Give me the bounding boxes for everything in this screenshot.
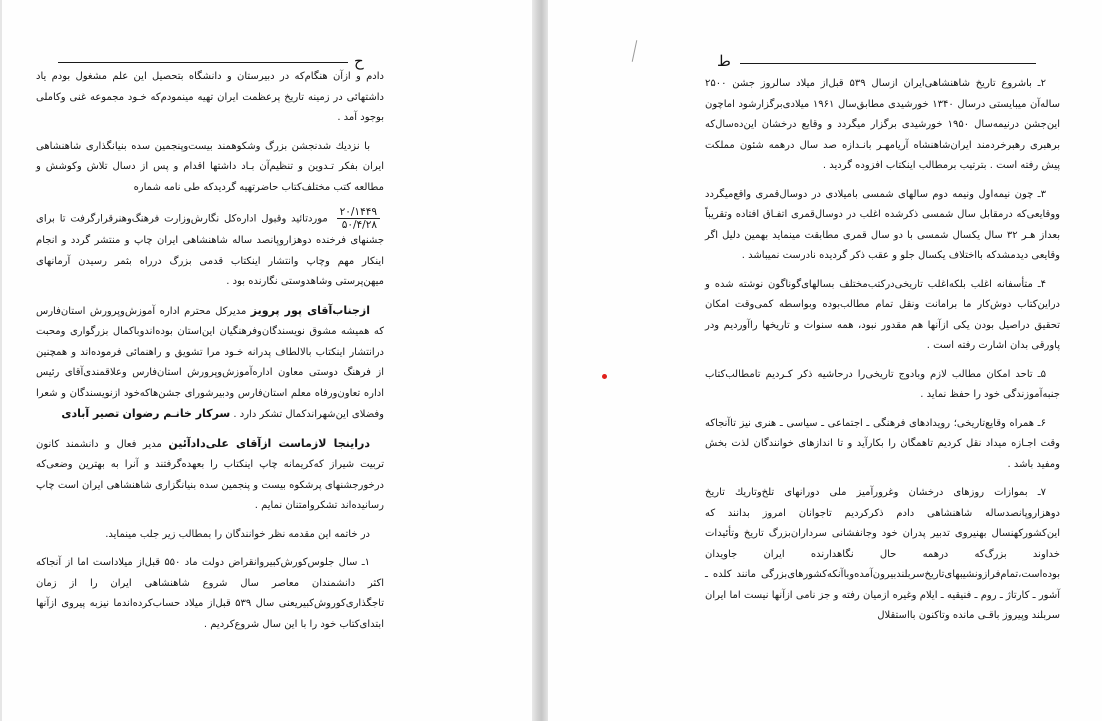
- paragraph-text: مورد‌تائید وقبول اداره‌کل نگارش‌وزارت فرهنگ‌وهنر‌قرار‌گرفت تا برای جشنهای فرخنده دوهزاروپانصد ساله شاهنشاهی ایران چاپ و منتشر گردد و انجام اینکار مهم وچاپ وانتشار اینکتاب قدمی بزرگ درراه بثمر رسیدن آرمانهای میهن‌پرستی وشاهدوستی نگارنده بود .: [36, 213, 384, 287]
- header-rule-right: [740, 63, 1036, 64]
- left-text-column: [36, 67, 384, 643]
- bold-name: ازجناب‌آقای پور پرویز: [250, 303, 370, 317]
- paragraph: با نزدیك شدنجشن بزرگ وشکوهمند بیست‌وپنجمین سده بنیانگذاری شاهنشاهی ایران بفکر تـدوین و تنظیم‌آن بـاد داشتها اقدام و پس از دسال تلاش وکوشش و مطالعه کتب مختلف‌کتاب حاضر‌تهیه گردیدکه طی نامه شماره: [36, 140, 384, 193]
- numbered-paragraph: ۷ـ بموازات روزهای درخشان وغرورآمیز ملی دورانهای تلخ‌وتاریك تاریخ دوهزاروپانصدساله شاهنشاهی دادم ذکرکردیم تاجوانان امروز بدانند که این‌کشورکهنسال بهنیروی تدبیر پدران خود وجانفشانی سرداران‌بزرگ تاریخ وتأئیدات خداوند بزرگ‌که درهمه حال نگاهدارنده ایران جاویدان بوده‌است،تمام‌فرازونشیبهای‌تاریخ‌سربلندبیرون‌آمده‌وبا‌آنکه‌کشورهای‌بزرگی مانند کلده ـ آشور ـ کارتاژ ـ روم ـ فنیقیه‌ ـ ایلام وغیره ازمیان رفته و جز نامی ازآنها نیست اما ایران سربلند وپیروز باقـی مانده وتاکنون بااستقلال: [705, 487, 1060, 621]
- numbered-paragraph: ۲ـ باشروع تاریخ شاهنشاهی‌ایران ازسال ۵۳۹ قبل‌از میلاد سالروز جشن ۲۵۰۰ ساله‌آن میبایستی درسال ۱۳۴۰ خورشیدی مطابق‌سال ۱۹۶۱ میلادی‌برگزارشود اماچون این‌جشن درنیمه‌سال ۱۹۵۰ خورشیدی برگزار میگردد و وقایع درخشان این‌ده‌سال‌که برهبری رهبرخردمند ایران‌شاهنشاه آریامهـر بانـدازه صد سال درهمه شئون مملکت پیش رفته است . بترتیب برمطالب اینکتاب افزوده گردید .: [705, 78, 1060, 171]
- reference-number: [337, 206, 380, 231]
- left-page: [0, 0, 532, 721]
- page-number-left: ح: [354, 52, 364, 70]
- paragraph: ۱ـ سال جلوس‌کورش‌کبیروانقراض دولت ماد ۵۵۰ قبل‌از میلاداست اما از آنجاکه اکثر دانشمندان معاصر سال شروع شاهنشاهی ایران را از زمان تاجگذاری‌کوروش‌کبیریعنی سال ۵۳۹ قبل‌از میلاد حساب‌کرده‌اندما نیزبه پیروی ازآنها ابتدای‌کتاب خود را با این سال شروع‌کردیم .: [36, 557, 384, 630]
- paragraph-text: مدیرکل محترم اداره آموزش‌وپرورش استان‌فارس که همیشه مشوق نویسندگان‌وفرهنگیان این‌استان بوده‌اندوباکمال بزرگواری ومحبت درانتشار اینکتاب بالالطاف پدرانه خـود مرا تشویق و راهنمائی فرموده‌اند و همچنین از فرهنگ دوستی معاون اداره‌آموزش‌وپرورش استان‌فارس وعلاقمندی‌آقای رئیس اداره تعاون‌ورفاه معلم استان‌فارس ودبیرشورای جشن‌هاکه‌خود ازنویسندگان و شعرا وفضلای این‌شهراندکمال تشکر دارد .: [36, 305, 384, 420]
- numbered-paragraph: ۶ـ همراه وقایع‌تاریخی؛ رویدادهای فرهنگی ـ اجتماعی ـ سیاسی ـ هنری نیز تاآنجاکه وقت اجـازه میداد نقل کردیم تاهمگان را بکارآید و تا اندازهای خوانندگان لذت بخش ومفید باشد .: [705, 417, 1060, 470]
- paragraph: در خاتمه این مقدمه نظر خوانندگان را بمطالب زیر جلب مینماید.: [105, 528, 370, 540]
- book-gutter: [532, 0, 548, 721]
- fraction-denominator: ۵۰/۴/۲۸: [341, 219, 377, 231]
- bold-name: دراینجا لازماست ازآقای علی‌دادآئین: [168, 436, 370, 450]
- header-rule-left: [58, 62, 348, 63]
- page-edge: [0, 0, 2, 721]
- bold-name: سرکار خانـم رضوان: [122, 407, 231, 420]
- paragraph-with-fraction: [36, 206, 384, 293]
- page-number-right: ط: [717, 52, 731, 70]
- numbered-paragraph: ۴ـ متأسفانه اغلب بلکه‌اغلب تاریخی‌درکتب‌مختلف بسالهای‌گوناگون نوشته شده و دراین‌کتاب دوش‌کار ما برامانت ونقل تمام مطالب‌بوده وبواسطه کمی‌وقت امکان تحقیق دراصیل بودن یکی ازآنها هم مقدور نبود، همه سنوات و تاریخها راآوردیم ودر پاورقی بدان اشارت رفته است .: [705, 278, 1060, 351]
- paragraph: دادم و ازآن هنگام‌که در دبیرستان و دانشگاه بتحصیل این علم مشغول بودم یاد داشتهائی در زمینه تاریخ پرعظمت ایران تهیه مینمودم‌که خـود مجموعه غنی وکاملی بوجود آمد .: [36, 71, 384, 123]
- numbered-paragraph: ۳ـ چون نیمه‌اول ونیمه دوم سالهای شمسی بامیلادی در دوسال‌قمری واقع‌میگردد ووقایعی‌که درمقابل سال شمسی ذکرشده اغلب در دوسال‌قمری اتفـاق افتاده وتقریباً بعداز هـر ۳۲ سال یکسال شمسی با دو سال قمری مطابقت مینماید بهمین دلیل اگر وقایعی دیدمشدکه بااختلاف یکسال جلو و عقب ذکر گردیده نادرست نمیباشد .: [705, 188, 1060, 261]
- numbered-paragraph: ۵ـ تاحد امکان مطالب لازم وبادوج تاریخی‌را درحاشیه ذکر کـردیم تامطالب‌کتاب جنبه‌آموزندگی خود را حفظ نماید .: [705, 368, 1060, 400]
- paragraph: [36, 301, 384, 426]
- right-text-column: [705, 74, 1060, 635]
- red-dot-mark: [602, 374, 607, 379]
- paragraph: [36, 434, 384, 517]
- bold-name: تصیر آبادی: [61, 407, 120, 420]
- paragraph-text: مدیر فعال و دانشمند کانون تربیت شیراز که‌کریمانه چاپ اینکتاب را بعهده‌گرفتند و آنرا به بهترین وضعی‌که درخورجشنهای پرشکوه بیست و پنجمین سده بنیانگزاری شاهنشاهی ایران است چاپ رسانیده‌اند تشکروامتنان نمایم .: [36, 438, 384, 511]
- fraction-numerator: ۲۰/۱۴۴۹: [337, 206, 380, 219]
